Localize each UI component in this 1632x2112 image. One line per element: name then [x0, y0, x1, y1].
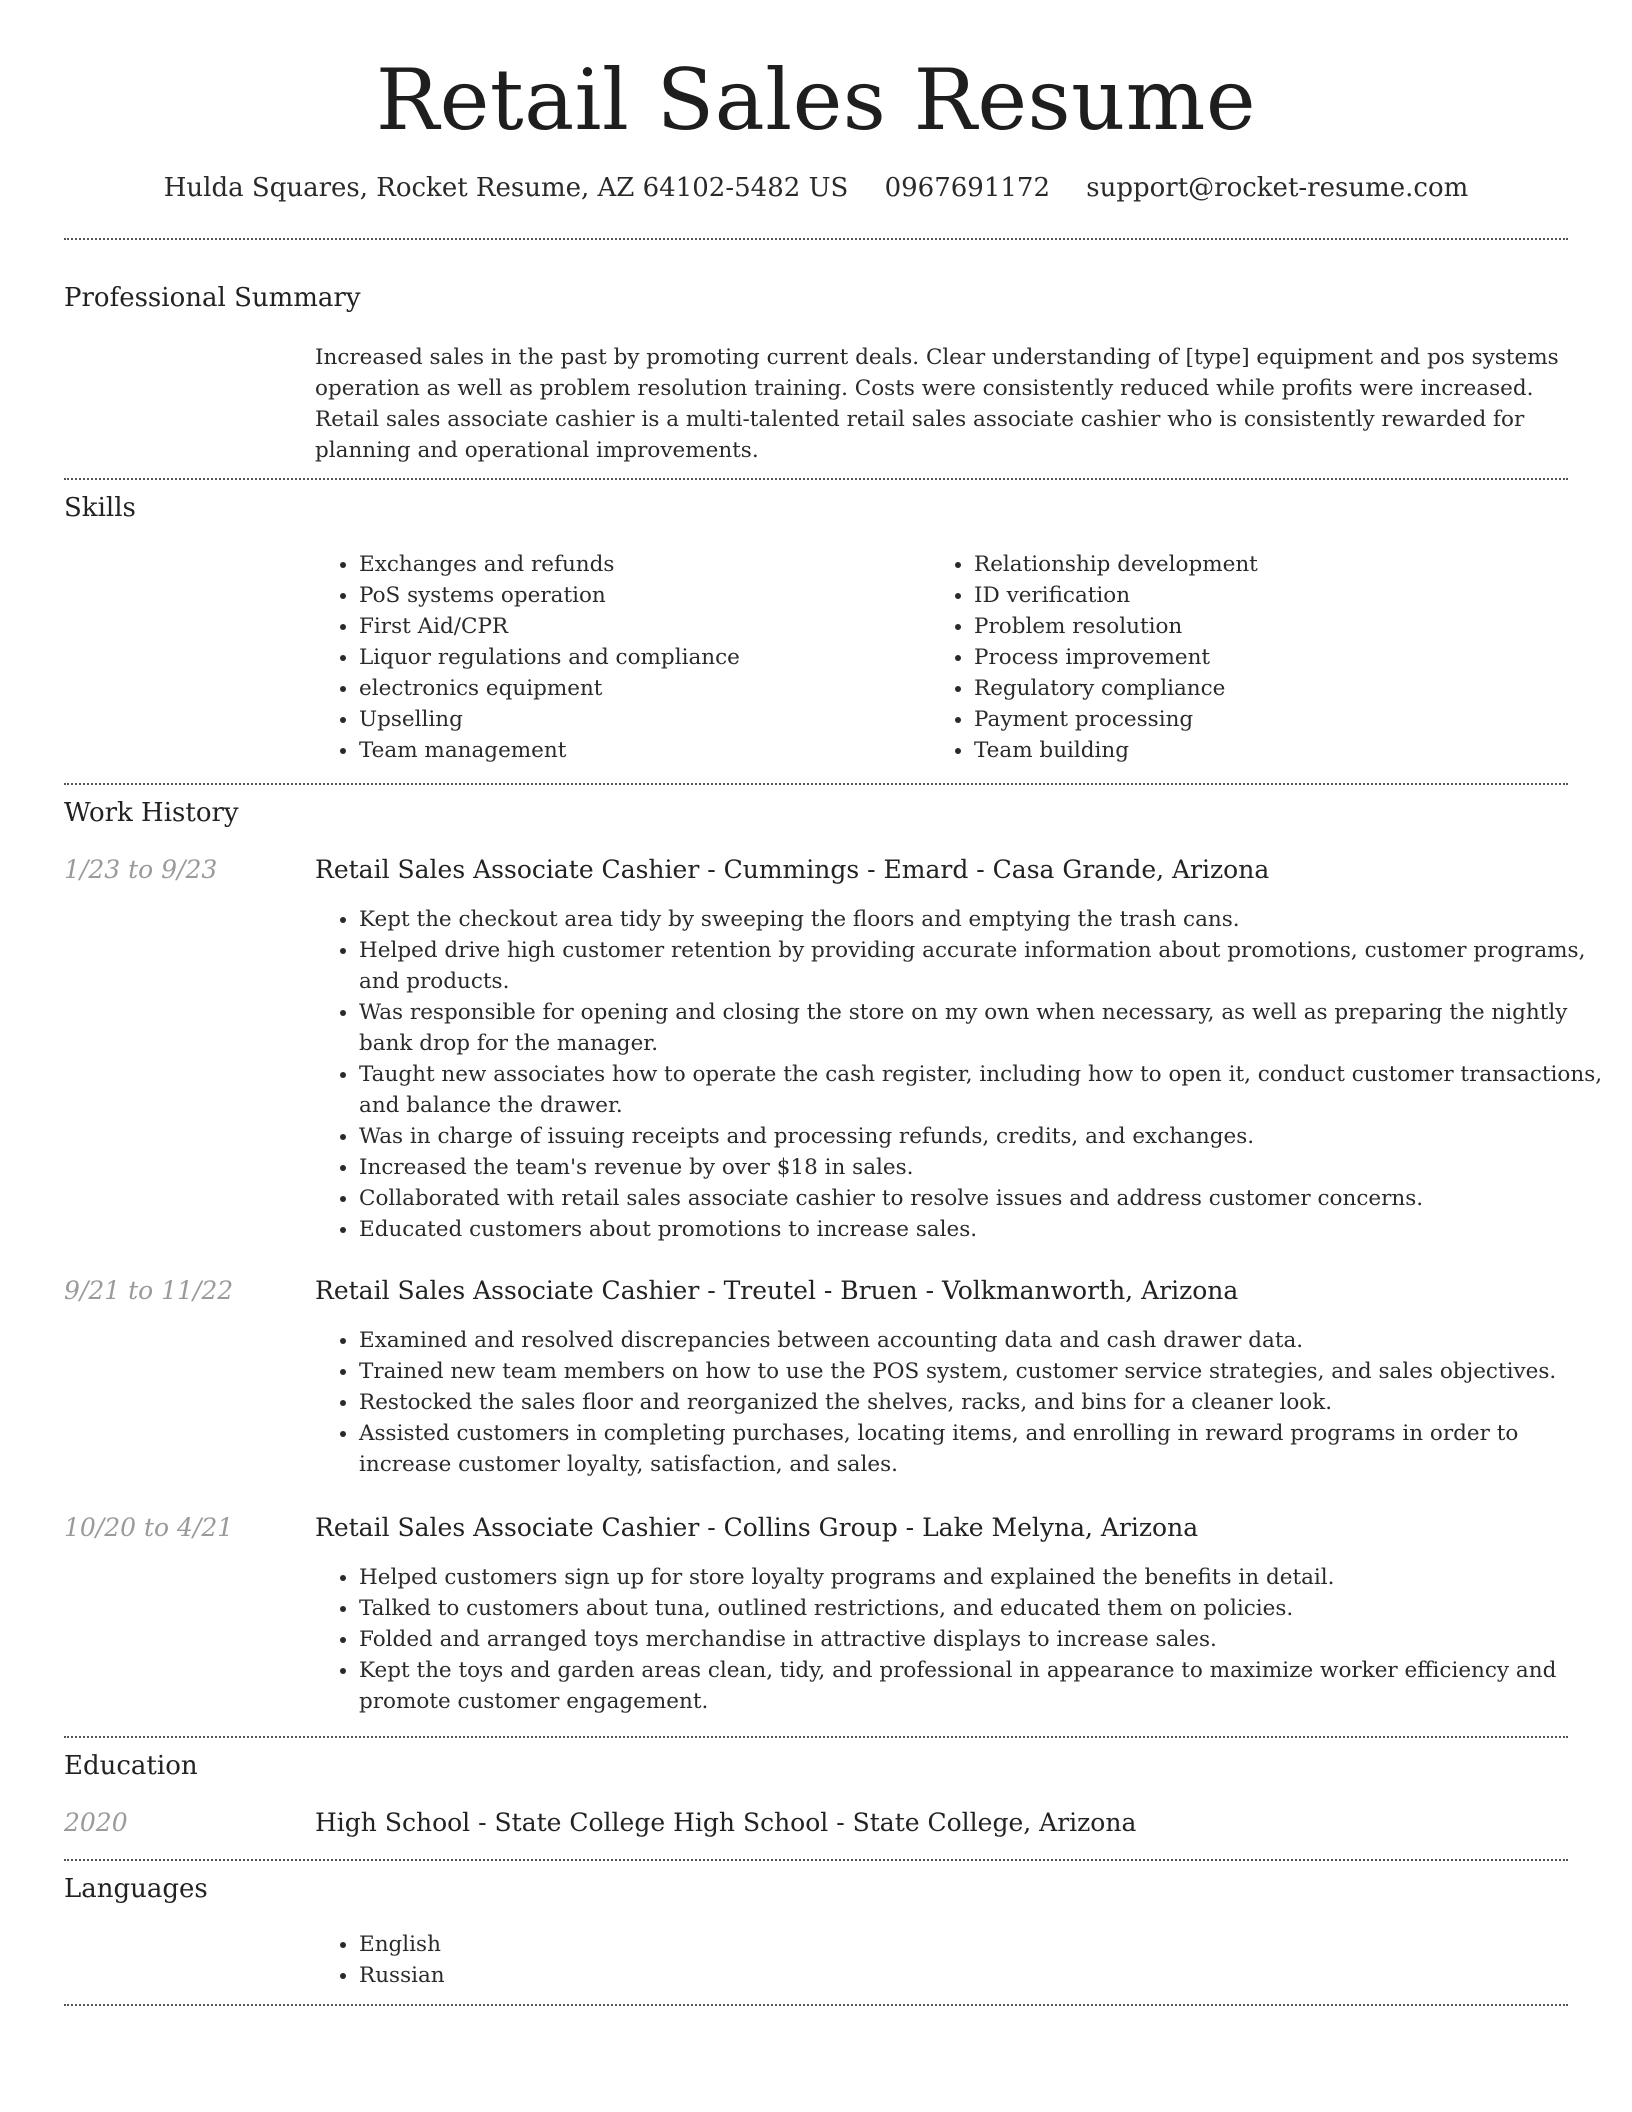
language-item: • English — [359, 1929, 959, 1960]
languages-list — [315, 1929, 959, 1991]
job-bullets — [315, 904, 1612, 1245]
divider — [64, 1859, 1568, 1861]
job-bullet: • Educated customers about promotions to increase sales. — [359, 1214, 1612, 1245]
section-title-languages: Languages — [64, 1874, 208, 1904]
job-bullet: • Was responsible for opening and closing the store on my own when necessary, as well as preparing the nightly bank drop for the manager. — [359, 997, 1612, 1059]
divider — [64, 238, 1568, 240]
job-bullet: • Talked to customers about tuna, outlined restrictions, and educated them on policies. — [359, 1593, 1612, 1624]
skill-item: • Process improvement — [974, 642, 1574, 673]
job-bullet: • Examined and resolved discrepancies between accounting data and cash drawer data. — [359, 1325, 1612, 1356]
job-title: Retail Sales Associate Cashier - Treutel - Bruen - Volkmanworth, Arizona — [315, 1276, 1239, 1305]
job-bullet: • Trained new team members on how to use the POS system, customer service strategies, and sales objectives. — [359, 1356, 1612, 1387]
skill-item: • PoS systems operation — [359, 580, 919, 611]
job-bullet: • Folded and arranged toys merchandise in attractive displays to increase sales. — [359, 1624, 1612, 1655]
job-bullet: • Restocked the sales floor and reorganized the shelves, racks, and bins for a cleaner look. — [359, 1387, 1612, 1418]
education-entry: High School - State College High School - State College, Arizona — [315, 1808, 1137, 1837]
divider — [64, 783, 1568, 785]
job-bullets — [315, 1325, 1612, 1480]
divider — [64, 1736, 1568, 1738]
contact-address: Hulda Squares, Rocket Resume, AZ 64102-5482 US — [163, 173, 849, 203]
job-dates: 9/21 to 11/22 — [64, 1276, 234, 1305]
job-bullet: • Helped drive high customer retention by providing accurate information about promotions, customer programs, and products. — [359, 935, 1612, 997]
skill-item: • Exchanges and refunds — [359, 549, 919, 580]
skill-item: • Regulatory compliance — [974, 673, 1574, 704]
section-title-summary: Professional Summary — [64, 283, 361, 313]
education-year: 2020 — [64, 1808, 128, 1837]
skills-list-left — [315, 549, 919, 766]
job-bullet: • Increased the team's revenue by over $18 in sales. — [359, 1152, 1612, 1183]
job-bullets — [315, 1562, 1612, 1717]
skill-item: • Problem resolution — [974, 611, 1574, 642]
skill-item: • Upselling — [359, 704, 919, 735]
job-bullet: • Kept the checkout area tidy by sweeping the floors and emptying the trash cans. — [359, 904, 1612, 935]
job-dates: 10/20 to 4/21 — [64, 1513, 234, 1542]
job-title: Retail Sales Associate Cashier - Collins Group - Lake Melyna, Arizona — [315, 1513, 1199, 1542]
language-item: • Russian — [359, 1960, 959, 1991]
section-title-work: Work History — [64, 798, 239, 828]
resume-title: Retail Sales Resume — [375, 51, 1257, 149]
skill-item: • First Aid/CPR — [359, 611, 919, 642]
contact-phone: 0967691172 — [884, 173, 1050, 203]
section-title-skills: Skills — [64, 493, 136, 523]
skill-item: • ID verification — [974, 580, 1574, 611]
contact-email: support@rocket-resume.com — [1086, 173, 1469, 203]
job-bullet: • Helped customers sign up for store loyalty programs and explained the benefits in detail. — [359, 1562, 1612, 1593]
summary-text: Increased sales in the past by promoting current deals. Clear understanding of [type] equipment and pos systems operation as well as problem resolution training. Costs were consistently reduced while profits were increased. Retail sales associate cashier is a multi-talented retail sales associate cashier who is consistently rewarded for planning and operational improvements. — [315, 345, 1559, 463]
job-bullet: • Kept the toys and garden areas clean, tidy, and professional in appearance to maximize worker efficiency and promote customer engagement. — [359, 1655, 1612, 1717]
skill-item: • Payment processing — [974, 704, 1574, 735]
job-bullet: • Was in charge of issuing receipts and processing refunds, credits, and exchanges. — [359, 1121, 1612, 1152]
skill-item: • Team management — [359, 735, 919, 766]
skill-item: • Liquor regulations and compliance — [359, 642, 919, 673]
job-bullet: • Collaborated with retail sales associate cashier to resolve issues and address customer concerns. — [359, 1183, 1612, 1214]
divider — [64, 2004, 1568, 2006]
job-bullet: • Assisted customers in completing purchases, locating items, and enrolling in reward programs in order to increase customer loyalty, satisfaction, and sales. — [359, 1418, 1612, 1480]
skill-item: • Relationship development — [974, 549, 1574, 580]
job-dates: 1/23 to 9/23 — [64, 855, 218, 884]
skill-item: • Team building — [974, 735, 1574, 766]
section-title-education: Education — [64, 1751, 198, 1781]
skills-list-right — [930, 549, 1574, 766]
divider — [64, 478, 1568, 480]
job-title: Retail Sales Associate Cashier - Cummings - Emard - Casa Grande, Arizona — [315, 855, 1270, 884]
contact-line — [0, 170, 1632, 206]
job-bullet: • Taught new associates how to operate the cash register, including how to open it, conduct customer transactions, and balance the drawer. — [359, 1059, 1612, 1121]
skill-item: • electronics equipment — [359, 673, 919, 704]
